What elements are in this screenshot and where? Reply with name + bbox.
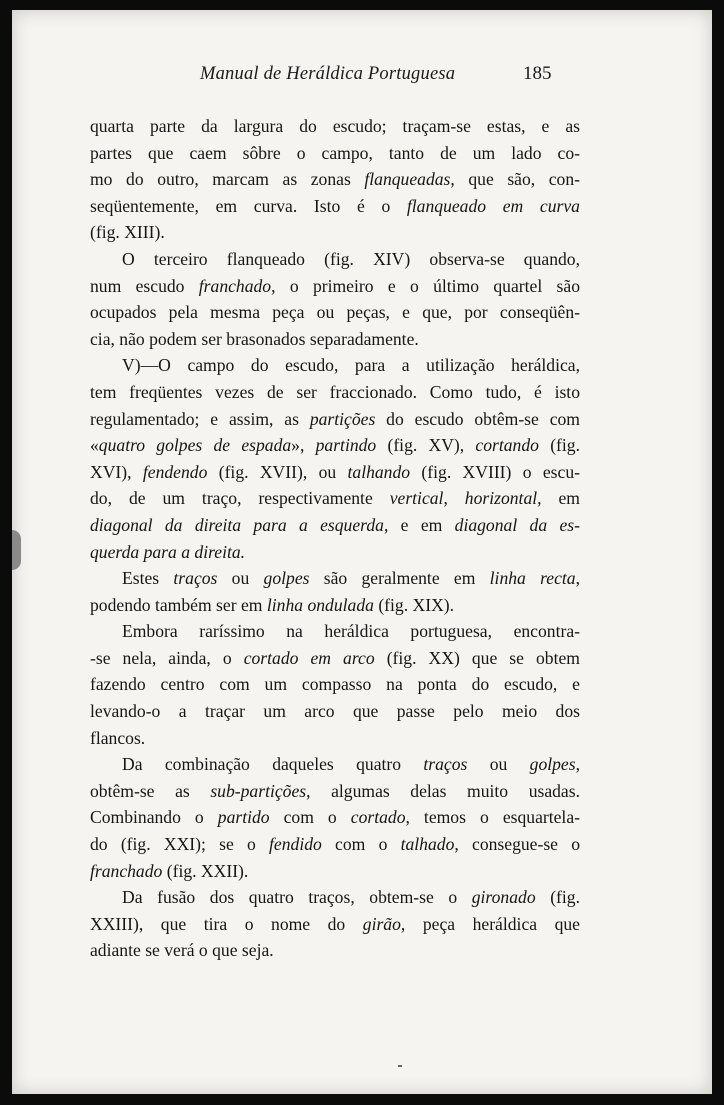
text-segment: em xyxy=(541,488,580,509)
italic-term: golpes xyxy=(529,754,576,775)
italic-term: cortado xyxy=(350,807,406,828)
text-segment: , consegue-se o xyxy=(454,834,581,855)
text-segment: Estes xyxy=(122,568,174,589)
italic-term: quatro golpes de espada xyxy=(98,435,292,456)
text-segment: fazendo centro com um compasso na ponta do escudo, e xyxy=(90,674,580,695)
text-line xyxy=(90,725,580,752)
text-segment: (fig. XV), xyxy=(376,435,476,456)
text-line xyxy=(90,459,580,486)
text-segment: levando-o a traçar um arco que passe pelo meio dos xyxy=(90,701,580,722)
text-segment: », xyxy=(291,435,316,456)
text-line xyxy=(90,778,580,805)
italic-term: talhado xyxy=(400,834,455,855)
text-line xyxy=(90,299,580,326)
text-line xyxy=(90,166,580,193)
text-segment: , que são, con- xyxy=(450,169,580,190)
text-segment: podendo também ser em xyxy=(90,594,267,615)
italic-term: querda para a direita. xyxy=(90,541,246,562)
text-segment: num escudo xyxy=(90,275,199,296)
text-segment: Combinando o xyxy=(90,807,218,828)
italic-term: gironado xyxy=(471,887,536,908)
text-segment: obtêm-se as xyxy=(90,780,211,801)
text-line xyxy=(90,539,580,566)
text-segment: (fig. XVII), ou xyxy=(207,461,348,482)
italic-term: linha ondulada xyxy=(266,594,374,615)
text-segment: do escudo obtêm-se com xyxy=(375,408,580,429)
text-segment: (fig. xyxy=(535,887,581,908)
text-segment: com o xyxy=(321,834,401,855)
text-segment: XXIII), que tira o nome do xyxy=(90,913,363,934)
text-line xyxy=(90,645,580,672)
text-segment: (fig. xyxy=(538,435,580,456)
text-segment: , algumas delas muito usadas. xyxy=(306,780,580,801)
italic-term: fendendo xyxy=(142,461,208,482)
text-segment: , temos o esquartela- xyxy=(405,807,580,828)
text-line xyxy=(90,592,580,619)
text-line xyxy=(90,193,580,220)
italic-term: franchado xyxy=(198,275,272,296)
text-segment: , e em xyxy=(383,514,455,535)
italic-term: diagonal da es- xyxy=(454,514,580,535)
text-segment: cia, não podem ser brasonados separadamente. xyxy=(90,328,419,349)
text-segment: , o primeiro e o último quartel são xyxy=(271,275,580,296)
text-segment: ou xyxy=(217,568,264,589)
italic-term: linha recta xyxy=(489,568,576,589)
italic-term: diagonal da direita para a esquerda xyxy=(90,514,384,535)
text-line xyxy=(90,858,580,885)
italic-term: cortado em arco xyxy=(243,647,375,668)
text-segment: (fig. XX) que se obtem xyxy=(374,647,580,668)
text-line xyxy=(90,804,580,831)
text-line xyxy=(90,831,580,858)
italic-term: traços xyxy=(423,754,468,775)
text-line xyxy=(90,432,580,459)
text-segment: ou xyxy=(467,754,530,775)
text-segment: (fig. XXII). xyxy=(162,860,249,881)
text-line xyxy=(90,485,580,512)
text-line xyxy=(90,352,580,379)
text-segment: , xyxy=(575,568,581,589)
text-line xyxy=(90,219,580,246)
running-title: Manual de Heráldica Portuguesa xyxy=(200,64,456,84)
text-line xyxy=(90,246,580,273)
text-line xyxy=(90,113,580,140)
text-segment: Embora raríssimo na heráldica portuguesa, encontra- xyxy=(122,621,580,642)
italic-term: fendido xyxy=(269,834,322,855)
margin-shadow-mark xyxy=(12,530,21,570)
text-segment: , peça heráldica que xyxy=(400,913,580,934)
text-segment: adiante se verá o que seja. xyxy=(90,940,274,961)
text-segment: flancos. xyxy=(90,727,146,748)
text-segment: com o xyxy=(269,807,351,828)
text-line xyxy=(90,937,580,964)
text-line xyxy=(90,326,580,353)
text-segment: ocupados pela mesma peça ou peças, e que, por conseqüên- xyxy=(90,302,580,323)
text-segment: (fig. XVIII) o escu- xyxy=(410,461,580,482)
italic-term: partindo xyxy=(315,435,377,456)
text-line xyxy=(90,618,580,645)
text-segment: , xyxy=(575,754,580,775)
body-text xyxy=(90,113,580,964)
text-segment: são geralmente em xyxy=(309,568,490,589)
italic-term: golpes xyxy=(263,568,310,589)
page-header xyxy=(12,64,712,94)
page-number: 185 xyxy=(523,63,552,84)
text-segment: Da fusão dos quatro traços, obtem-se o xyxy=(122,887,472,908)
text-segment: (fig. XIII). xyxy=(90,222,165,243)
text-segment: O terceiro flanqueado (fig. XIV) observa-se quando, xyxy=(122,248,580,269)
text-segment: quarta parte da largura do escudo; traçam-se estas, e as xyxy=(90,116,580,136)
italic-term: talhando xyxy=(347,461,411,482)
text-line xyxy=(90,751,580,778)
italic-term: traços xyxy=(173,568,218,589)
italic-term: flanqueado em curva xyxy=(406,195,580,216)
italic-term: franchado xyxy=(90,860,163,881)
book-page xyxy=(12,10,712,1094)
text-line xyxy=(90,671,580,698)
text-line xyxy=(90,884,580,911)
text-line xyxy=(90,911,580,938)
text-line xyxy=(90,512,580,539)
italic-term: partido xyxy=(217,807,270,828)
italic-term: sub-partições xyxy=(210,780,307,801)
text-segment: XVI), xyxy=(90,461,143,482)
italic-term: girão xyxy=(362,913,401,934)
text-line xyxy=(90,406,580,433)
text-segment: -se nela, ainda, o xyxy=(90,647,244,668)
text-line xyxy=(90,273,580,300)
text-segment: mo do outro, marcam as zonas xyxy=(90,169,365,190)
italic-term: flanqueadas xyxy=(364,169,451,190)
text-segment: partes que caem sôbre o campo, tanto de um lado co- xyxy=(90,142,580,163)
text-line xyxy=(90,565,580,592)
italic-term: cortando xyxy=(475,435,539,456)
text-segment: (fig. XIX). xyxy=(373,594,455,615)
text-segment: « xyxy=(90,435,99,456)
text-segment: regulamentado; e assim, as xyxy=(90,408,310,429)
text-segment: tem freqüentes vezes de ser fraccionado. Como tudo, é isto xyxy=(90,381,580,402)
text-segment: do, de um traço, respectivamente xyxy=(90,488,390,509)
text-segment: do (fig. XXI); se o xyxy=(90,834,270,855)
italic-term: vertical, horizontal, xyxy=(389,488,542,509)
text-line xyxy=(90,698,580,725)
text-line xyxy=(90,379,580,406)
text-line xyxy=(90,140,580,167)
text-segment: seqüentemente, em curva. Isto é o xyxy=(90,195,407,216)
italic-term: partições xyxy=(309,408,376,429)
text-segment: V)—O campo do escudo, para a utilização heráldica, xyxy=(122,355,580,376)
print-speck xyxy=(398,1065,402,1067)
text-segment: Da combinação daqueles quatro xyxy=(122,754,424,775)
